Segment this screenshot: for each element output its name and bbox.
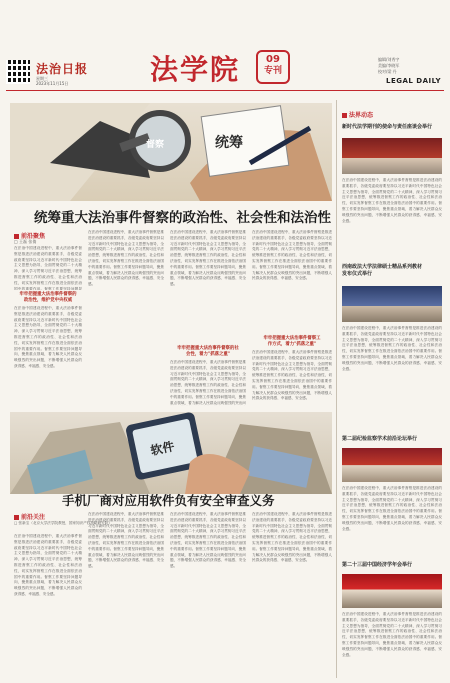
- issue-label: 专刊: [263, 66, 282, 76]
- article1-col2: 在法治中国建设进程中，重大法治事件督察是推进法治建设的重要抓手，各级党委政府要坚持以习近平新时代中国特色社会主义思想为指导，全面贯彻党的二十大精神，深入学习贯彻习近平法治思想，统筹推进督察工作的政治性、社会性和法治性，切实发挥督察工作在推进全面依法治国中的重要作用。督察工作要坚持问题导向，聚焦重点领域，着力解决人民群众反映强烈的突出问题，不断增强人民群众的获得感、幸福感、安全感。: [88, 230, 164, 287]
- qr-code: [6, 60, 30, 84]
- news-item2-title: 西南政法大学法律硕士精品系列教材 发布仪式举行: [342, 264, 423, 277]
- article1-subhead3: 牢牢把握重大法治事件督察工 作方式，着力"抓落之重": [263, 336, 321, 347]
- news-item3-body: 在法治中国建设进程中，重大法治事件督察是推进法治建设的重要抓手，各级党委政府要坚持以习近平新时代中国特色社会主义思想为指导，全面贯彻党的二十大精神，深入学习贯彻习近平法治思想，统筹推进督察工作的政治性、社会性和法治性，切实发挥督察工作在推进全面依法治国中的重要作用。督察工作要坚持问题导向，聚焦重点领域，着力解决人民群众反映强烈的突出问题，不断增强人民群众的获得感、幸福感、安全感。: [342, 486, 442, 531]
- issue-badge: [256, 50, 290, 84]
- phone-label: 软件: [149, 439, 176, 458]
- news-item4-body: 在法治中国建设进程中，重大法治事件督察是推进法治建设的重要抓手，各级党委政府要坚持以习近平新时代中国特色社会主义思想为指导，全面贯彻党的二十大精神，深入学习贯彻习近平法治思想，统筹推进督察工作的政治性、社会性和法治性，切实发挥督察工作在推进全面依法治国中的重要作用。督察工作要坚持问题导向，聚焦重点领域，着力解决人民群众反映强烈的突出问题，不断增强人民群众的获得感、幸福感、安全感。: [342, 612, 442, 657]
- masthead-weekday: 星期三: [36, 76, 48, 81]
- right-section-tag: 法界动态: [342, 110, 373, 119]
- magnifier-illustration: [10, 103, 332, 201]
- article1-col1-para2: 在法治中国建设进程中，重大法治事件督察是推进法治建设的重要抓手，各级党委政府要坚持以习近平新时代中国特色社会主义思想为指导，全面贯彻党的二十大精神，深入学习贯彻习近平法治思想，统筹推进督察工作的政治性、社会性和法治性，切实发挥督察工作在推进全面依法治国中的重要作用。督察工作要坚持问题导向，聚焦重点领域，着力解决人民群众反映强烈的突出问题，不断增强人民群众的获得感、幸福感、安全感。: [14, 306, 82, 368]
- news-item4-photo: [342, 574, 442, 608]
- news-item1-body: 在法治中国建设进程中，重大法治事件督察是推进法治建设的重要抓手，各级党委政府要坚持以习近平新时代中国特色社会主义思想为指导，全面贯彻党的二十大精神，深入学习贯彻习近平法治思想，统筹推进督察工作的政治性、社会性和法治性，切实发挥督察工作在推进全面依法治国中的重要作用。督察工作要坚持问题导向，聚焦重点领域，着力解决人民群众反映强烈的突出问题，不断增强人民群众的获得感、幸福感、安全感。: [342, 178, 442, 223]
- article2-col3: 在法治中国建设进程中，重大法治事件督察是推进法治建设的重要抓手，各级党委政府要坚持以习近平新时代中国特色社会主义思想为指导，全面贯彻党的二十大精神，深入学习贯彻习近平法治思想，统筹推进督察工作的政治性、社会性和法治性，切实发挥督察工作在推进全面依法治国中的重要作用。督察工作要坚持问题导向，聚焦重点领域，着力解决人民群众反映强烈的突出问题，不断增强人民群众的获得感、幸福感、安全感。: [170, 512, 246, 569]
- article1-subhead1: 牢牢把握重大法治事件督察的 政治性，维护党中央权威: [19, 292, 77, 303]
- issue-number: 09: [266, 54, 280, 65]
- news-item2-body: 在法治中国建设进程中，重大法治事件督察是推进法治建设的重要抓手，各级党委政府要坚持以习近平新时代中国特色社会主义思想为指导，全面贯彻党的二十大精神，深入学习贯彻习近平法治思想，统筹推进督察工作的政治性、社会性和法治性，切实发挥督察工作在推进全面依法治国中的重要作用。督察工作要坚持问题导向，聚焦重点领域，着力解决人民群众反映强烈的突出问题，不断增强人民群众的获得感、幸福感、安全感。: [342, 326, 442, 371]
- article2-col1: 在法治中国建设进程中，重大法治事件督察是推进法治建设的重要抓手，各级党委政府要坚持以习近平新时代中国特色社会主义思想为指导，全面贯彻党的二十大精神，深入学习贯彻习近平法治思想，统筹推进督察工作的政治性、社会性和法治性，切实发挥督察工作在推进全面依法治国中的重要作用。督察工作要坚持问题导向，聚焦重点领域，着力解决人民群众反映强烈的突出问题，不断增强人民群众的获得感、幸福感、安全感。: [14, 534, 82, 596]
- supervision-illustration: [10, 103, 332, 201]
- article2-headline: 手机厂商对应用软件负有安全审查义务: [62, 493, 275, 508]
- article1-headline: 统筹重大法治事件督察的政治性、社会性和法治性: [34, 210, 331, 226]
- paper-label: 统筹: [215, 135, 243, 151]
- newspaper-brand: 法治日报: [36, 62, 89, 76]
- magnifier-label: 督察: [146, 140, 165, 150]
- article1-col3-para1: 在法治中国建设进程中，重大法治事件督察是推进法治建设的重要抓手，各级党委政府要坚持以习近平新时代中国特色社会主义思想为指导，全面贯彻党的二十大精神，深入学习贯彻习近平法治思想，统筹推进督察工作的政治性、社会性和法治性，切实发挥督察工作在推进全面依法治国中的重要作用。督察工作要坚持问题导向，聚焦重点领域，着力解决人民群众反映强烈的突出问题，不断增强人民群众的获得感、幸福感、安全感。: [170, 230, 246, 287]
- article1-col3-para2: 在法治中国建设进程中，重大法治事件督察是推进法治建设的重要抓手，各级党委政府要坚持以习近平新时代中国特色社会主义思想为指导，全面贯彻党的二十大精神，深入学习贯彻习近平法治思想，统筹推进督察工作的政治性、社会性和法治性，切实发挥督察工作在推进全面依法治国中的重要作用。督察工作要坚持问题导向，聚焦重点领域，着力解决人民群众反映强烈的突出问: [170, 360, 246, 405]
- news-item1-title: 新时代法学期刊的使命与责任座谈会举行: [342, 124, 433, 130]
- section-title: 法学院: [150, 53, 241, 86]
- article2-col4: 在法治中国建设进程中，重大法治事件督察是推进法治建设的重要抓手，各级党委政府要坚持以习近平新时代中国特色社会主义思想为指导，全面贯彻党的二十大精神，深入学习贯彻习近平法治思想，统筹推进督察工作的政治性、社会性和法治性，切实发挥督察工作在推进全面依法治国中的重要作用。督察工作要坚持问题导向，聚焦重点领域，着力解决人民群众反映强烈的突出问题，不断增强人民群众的获得感、幸福感、安全感。: [252, 512, 332, 563]
- article1-subhead2: 牢牢把握重大法治事件督察的社 会性，着力"抓落之重": [177, 346, 239, 357]
- article2-section-tag: 前沿关注: [14, 512, 45, 521]
- article1-col4-para2: 在法治中国建设进程中，重大法治事件督察是推进法治建设的重要抓手，各级党委政府要坚持以习近平新时代中国特色社会主义思想为指导，全面贯彻党的二十大精神，深入学习贯彻习近平法治思想，统筹推进督察工作的政治性、社会性和法治性，切实发挥督察工作在推进全面依法治国中的重要作用。督察工作要坚持问题导向，聚焦重点领域，着力解决人民群众反映强烈的突出问题，不断增强人民群众的获得感、幸福感、安全感。: [252, 350, 332, 401]
- phone-app-illustration: [10, 412, 332, 494]
- column-divider: [336, 100, 337, 678]
- article2-col2: 在法治中国建设进程中，重大法治事件督察是推进法治建设的重要抓手，各级党委政府要坚持以习近平新时代中国特色社会主义思想为指导，全面贯彻党的二十大精神，深入学习贯彻习近平法治思想，统筹推进督察工作的政治性、社会性和法治性，切实发挥督察工作在推进全面依法治国中的重要作用。督察工作要坚持问题导向，聚焦重点领域，着力解决人民群众反映强烈的突出问题，不断增强人民群众的获得感、幸福感、安全感。: [88, 512, 164, 569]
- article1-byline: □ 王磊 张倩: [14, 239, 37, 244]
- proofreader-line: 校对/梁 丹: [378, 69, 397, 74]
- news-item3-photo: [342, 448, 442, 482]
- article2-byline: □ 张新宝（北京大学法学院教授，国家知识产权战略研究院）: [14, 521, 112, 525]
- article1-col1-para1: 在法治中国建设进程中，重大法治事件督察是推进法治建设的重要抓手，各级党委政府要坚持以习近平新时代中国特色社会主义思想为指导，全面贯彻党的二十大精神，深入学习贯彻习近平法治思想，统筹推进督察工作的政治性、社会性和法治性，切实发挥督察工作在推进全面依法治国中的重要作用。督察工作要坚持问题导: [14, 246, 82, 290]
- news-item2-photo: [342, 286, 442, 322]
- editor-line: 编辑/刘秀宇: [378, 57, 400, 62]
- news-item4-title: 第二十三届中国经济学年会举行: [342, 562, 413, 568]
- news-item3-title: 第二届纪检监察学术前沿论坛举行: [342, 436, 418, 442]
- designer-line: 美编/李晓军: [378, 63, 400, 68]
- masthead-rule: [6, 90, 444, 91]
- news-item1-photo: [342, 138, 442, 174]
- phone-illustration: [10, 412, 332, 494]
- legal-daily-label: LEGAL DAILY: [386, 77, 442, 85]
- article1-section-tag: 前沿聚焦: [14, 231, 45, 240]
- article1-col4-para1: 在法治中国建设进程中，重大法治事件督察是推进法治建设的重要抓手，各级党委政府要坚持以习近平新时代中国特色社会主义思想为指导，全面贯彻党的二十大精神，深入学习贯彻习近平法治思想，统筹推进督察工作的政治性、社会性和法治性，切实发挥督察工作在推进全面依法治国中的重要作用。督察工作要坚持问题导向，聚焦重点领域，着力解决人民群众反映强烈的突出问题，不断增强人民群众的获得感、幸福感、安全感。: [252, 230, 332, 281]
- masthead-date: 2023年11月15日: [36, 81, 69, 86]
